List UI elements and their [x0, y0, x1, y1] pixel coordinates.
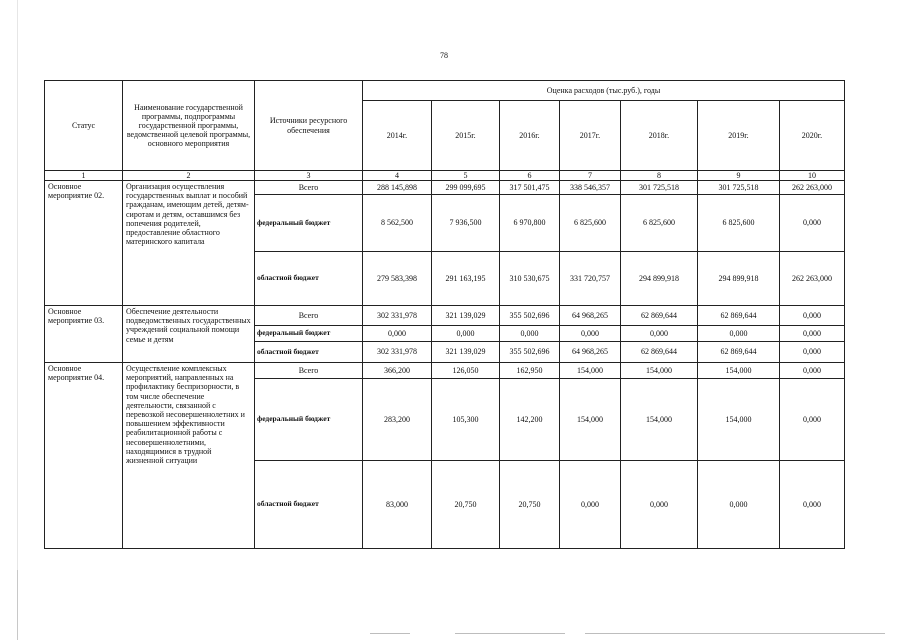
- value-cell: 0,000: [780, 326, 845, 342]
- status-cell: Основное мероприятие 02.: [45, 181, 123, 306]
- value-cell: 0,000: [560, 326, 621, 342]
- table-row: [45, 181, 845, 195]
- column-number: 3: [255, 171, 363, 181]
- value-cell: 0,000: [432, 326, 500, 342]
- header-year: 2020г.: [780, 101, 845, 171]
- value-cell: 0,000: [621, 326, 698, 342]
- value-cell: 283,200: [363, 379, 432, 461]
- value-cell: 0,000: [780, 342, 845, 363]
- value-cell: 0,000: [500, 326, 560, 342]
- header-name: Наименование государственной программы, подпрограммы государственной программы, ведомственной целевой программы, основного мероприятия: [123, 81, 255, 171]
- value-cell: 62 869,644: [698, 306, 780, 326]
- column-number: 1: [45, 171, 123, 181]
- header-year: 2018г.: [621, 101, 698, 171]
- value-cell: 302 331,978: [363, 306, 432, 326]
- measure-name-cell: Осуществление комплексных мероприятий, направленных на профилактику беспризорности, в том числе обеспечение деятельности, связанной с перевозкой несовершеннолетних и повышением эффективности реабилитационной работы с несовершеннолетними, находящимися в трудной жизненной ситуации: [123, 363, 255, 549]
- value-cell: 310 530,675: [500, 252, 560, 306]
- value-cell: 142,200: [500, 379, 560, 461]
- value-cell: 331 720,757: [560, 252, 621, 306]
- value-cell: 321 139,029: [432, 306, 500, 326]
- status-cell: Основное мероприятие 03.: [45, 306, 123, 363]
- value-cell: 262 263,000: [780, 181, 845, 195]
- value-cell: 0,000: [698, 326, 780, 342]
- value-cell: 0,000: [780, 379, 845, 461]
- page-number: 78: [440, 51, 448, 60]
- value-cell: 294 899,918: [621, 252, 698, 306]
- value-cell: 64 968,265: [560, 306, 621, 326]
- column-number: 10: [780, 171, 845, 181]
- source-cell: федеральный бюджет: [255, 326, 363, 342]
- table-row: [45, 363, 845, 379]
- header-year: 2017г.: [560, 101, 621, 171]
- value-cell: 83,000: [363, 461, 432, 549]
- value-cell: 262 263,000: [780, 252, 845, 306]
- value-cell: 154,000: [560, 379, 621, 461]
- footer-scan-mark: [370, 633, 410, 634]
- footer-scan-mark: [455, 633, 565, 634]
- value-cell: 7 936,500: [432, 195, 500, 252]
- column-number: 6: [500, 171, 560, 181]
- source-cell: областной бюджет: [255, 252, 363, 306]
- value-cell: 162,950: [500, 363, 560, 379]
- value-cell: 301 725,518: [698, 181, 780, 195]
- footer-scan-mark: [585, 633, 885, 634]
- value-cell: 302 331,978: [363, 342, 432, 363]
- value-cell: 62 869,644: [698, 342, 780, 363]
- header-year: 2019г.: [698, 101, 780, 171]
- status-cell: Основное мероприятие 04.: [45, 363, 123, 549]
- value-cell: 154,000: [698, 363, 780, 379]
- scan-edge-line: [17, 0, 18, 640]
- value-cell: 154,000: [698, 379, 780, 461]
- source-cell: Всего: [255, 181, 363, 195]
- value-cell: 0,000: [780, 195, 845, 252]
- measure-name-cell: Обеспечение деятельности подведомственных государственных учреждений социальной помощи семье и детям: [123, 306, 255, 363]
- value-cell: 0,000: [698, 461, 780, 549]
- value-cell: 154,000: [560, 363, 621, 379]
- value-cell: 355 502,696: [500, 306, 560, 326]
- source-cell: областной бюджет: [255, 461, 363, 549]
- value-cell: 62 869,644: [621, 306, 698, 326]
- value-cell: 294 899,918: [698, 252, 780, 306]
- column-number: 4: [363, 171, 432, 181]
- value-cell: 299 099,695: [432, 181, 500, 195]
- value-cell: 8 562,500: [363, 195, 432, 252]
- value-cell: 366,200: [363, 363, 432, 379]
- header-year: 2014г.: [363, 101, 432, 171]
- value-cell: 0,000: [560, 461, 621, 549]
- column-number: 7: [560, 171, 621, 181]
- value-cell: 321 139,029: [432, 342, 500, 363]
- column-number: 8: [621, 171, 698, 181]
- header-estimate: Оценка расходов (тыс.руб.), годы: [363, 81, 845, 101]
- value-cell: 279 583,398: [363, 252, 432, 306]
- value-cell: 0,000: [780, 306, 845, 326]
- value-cell: 154,000: [621, 379, 698, 461]
- value-cell: 6 825,600: [698, 195, 780, 252]
- expenditure-table: [44, 80, 845, 549]
- value-cell: 105,300: [432, 379, 500, 461]
- value-cell: 6 970,800: [500, 195, 560, 252]
- value-cell: 291 163,195: [432, 252, 500, 306]
- value-cell: 126,050: [432, 363, 500, 379]
- column-number: 5: [432, 171, 500, 181]
- column-number: 2: [123, 171, 255, 181]
- value-cell: 0,000: [780, 363, 845, 379]
- measure-name-cell: Организация осуществления государственных выплат и пособий гражданам, имеющим детей, детям-сиротам и детям, оставшимся без попечения родителей, предоставление областного материнского капитала: [123, 181, 255, 306]
- value-cell: 62 869,644: [621, 342, 698, 363]
- value-cell: 20,750: [432, 461, 500, 549]
- header-year: 2016г.: [500, 101, 560, 171]
- value-cell: 0,000: [363, 326, 432, 342]
- source-cell: Всего: [255, 306, 363, 326]
- value-cell: 0,000: [780, 461, 845, 549]
- value-cell: 0,000: [621, 461, 698, 549]
- value-cell: 338 546,357: [560, 181, 621, 195]
- source-cell: федеральный бюджет: [255, 195, 363, 252]
- column-number: 9: [698, 171, 780, 181]
- value-cell: 6 825,600: [560, 195, 621, 252]
- scan-edge-shadow: [17, 570, 18, 640]
- value-cell: 288 145,898: [363, 181, 432, 195]
- value-cell: 64 968,265: [560, 342, 621, 363]
- header-status: Статус: [45, 81, 123, 171]
- header-year: 2015г.: [432, 101, 500, 171]
- source-cell: областной бюджет: [255, 342, 363, 363]
- value-cell: 154,000: [621, 363, 698, 379]
- value-cell: 301 725,518: [621, 181, 698, 195]
- value-cell: 6 825,600: [621, 195, 698, 252]
- table-row: [45, 306, 845, 326]
- source-cell: федеральный бюджет: [255, 379, 363, 461]
- source-cell: Всего: [255, 363, 363, 379]
- header-sources: Источники ресурсного обеспечения: [255, 81, 363, 171]
- value-cell: 317 501,475: [500, 181, 560, 195]
- value-cell: 355 502,696: [500, 342, 560, 363]
- value-cell: 20,750: [500, 461, 560, 549]
